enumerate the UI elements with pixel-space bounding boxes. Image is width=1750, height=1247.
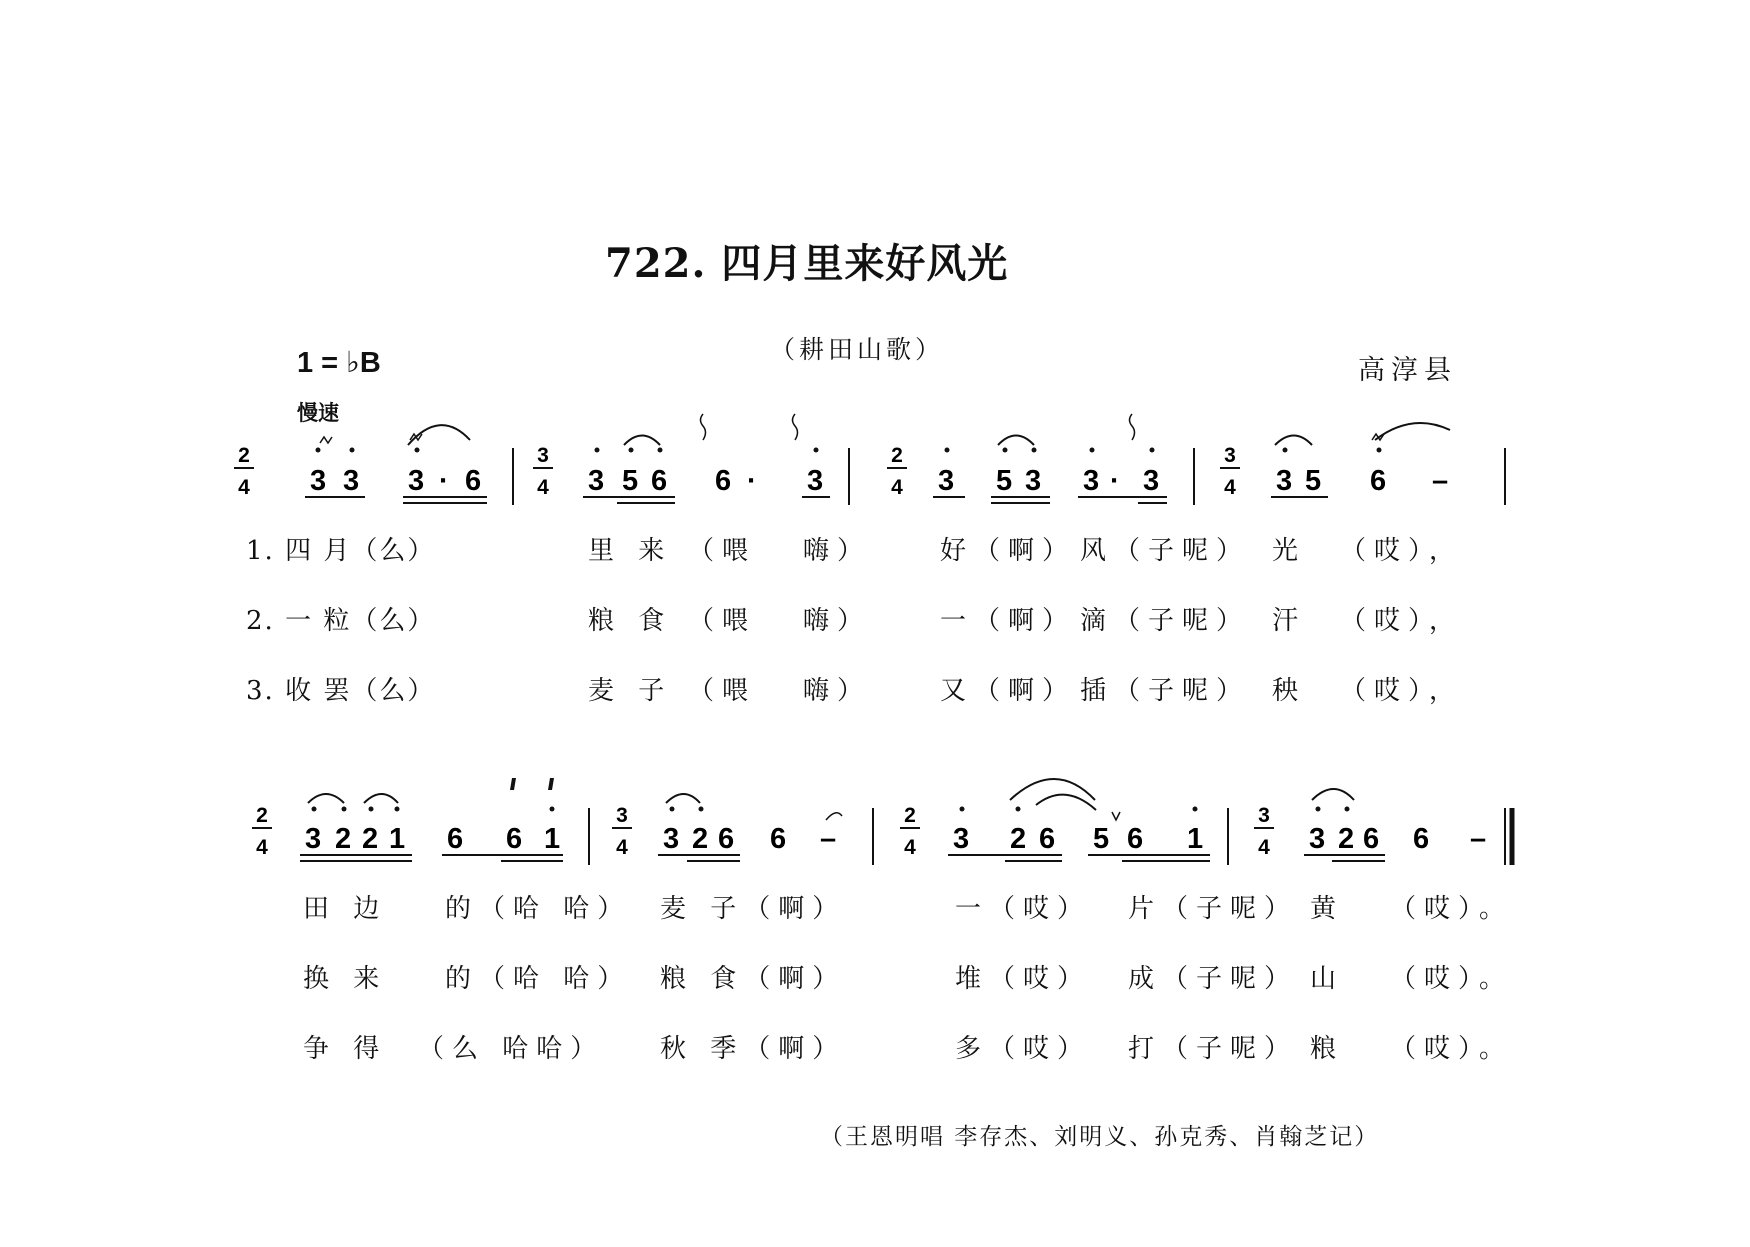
note: – <box>1470 823 1487 855</box>
note: 3 <box>953 823 970 855</box>
note: · <box>747 465 757 497</box>
note: · <box>1110 465 1120 497</box>
note: 6 <box>1413 823 1430 855</box>
note: 6 <box>465 465 482 497</box>
svg-text:2: 2 <box>238 444 250 467</box>
song-title: 722. 四月里来好风光 <box>605 240 1009 287</box>
svg-text:4: 4 <box>904 836 916 859</box>
song-subtitle: （耕田山歌） <box>770 335 945 364</box>
note: 3 <box>343 465 360 497</box>
time-signature <box>252 804 272 859</box>
note: 5 <box>1305 465 1322 497</box>
svg-text:3: 3 <box>1258 804 1270 827</box>
tempo-marking: 慢速 <box>297 400 339 425</box>
svg-text:4: 4 <box>616 836 628 859</box>
note: 2 <box>335 823 352 855</box>
measure <box>658 794 842 861</box>
lyric-verse-1-cont: 田 边 的（哈 哈） 麦 子（啊） 一（哎） 片（子呢） 黄 （哎）。 <box>303 894 1514 924</box>
measure <box>1304 789 1486 861</box>
svg-text:2: 2 <box>256 804 268 827</box>
note: – <box>1432 465 1449 497</box>
svg-text:4: 4 <box>537 476 549 499</box>
svg-text:2: 2 <box>904 804 916 827</box>
note: 5 <box>996 465 1013 497</box>
lyric-verse-3: 3. 收 罢（么） 麦 子 （喂 嗨） 又（啊） 插（子呢） 秧 （哎）， <box>246 676 1464 706</box>
time-signature <box>612 804 632 859</box>
key-signature: 1 = ♭B <box>297 347 381 379</box>
svg-text:4: 4 <box>1224 476 1236 499</box>
note: 6 <box>715 465 732 497</box>
svg-text:3: 3 <box>537 444 549 467</box>
note: 5 <box>622 465 639 497</box>
time-signature <box>1254 804 1274 859</box>
note: 5 <box>1093 823 1110 855</box>
note: · <box>439 465 449 497</box>
note: 6 <box>447 823 464 855</box>
note: 3 <box>408 465 425 497</box>
note: 6 <box>651 465 668 497</box>
note: 2 <box>692 823 709 855</box>
note: 6 <box>1363 823 1380 855</box>
note: 2 <box>1010 823 1027 855</box>
lyric-verse-3-cont: 争 得 （么 哈哈） 秋 季（啊） 多（哎） 打（子呢） 粮 （哎）。 <box>303 1034 1514 1064</box>
note: 3 <box>807 465 824 497</box>
measure <box>300 778 563 861</box>
note: 1 <box>389 823 406 855</box>
note: 2 <box>362 823 379 855</box>
note: 3 <box>1143 465 1160 497</box>
note: 6 <box>1127 823 1144 855</box>
note: 3 <box>1309 823 1326 855</box>
note: 1 <box>1187 823 1204 855</box>
svg-text:4: 4 <box>1258 836 1270 859</box>
lyric-verse-1: 1. 四 月（么） 里 来 （喂 嗨） 好（啊） 风（子呢） 光 （哎）， <box>246 536 1464 566</box>
note: 3 <box>305 823 322 855</box>
note: – <box>820 823 837 855</box>
credit-line: （王恩明唱 李存杰、刘明义、孙克秀、肖翰芝记） <box>820 1124 1380 1150</box>
lyric-verse-2: 2. 一 粒（么） 粮 食 （喂 嗨） 一（啊） 滴（子呢） 汗 （哎）， <box>246 606 1464 636</box>
svg-text:3: 3 <box>1224 444 1236 467</box>
svg-text:4: 4 <box>238 476 250 499</box>
county-label: 高淳县 <box>1358 355 1457 386</box>
time-signature <box>900 804 920 859</box>
note: 3 <box>1276 465 1293 497</box>
note: 6 <box>506 823 523 855</box>
lyric-verse-2-cont: 换 来 的（哈 哈） 粮 食（啊） 堆（哎） 成（子呢） 山 （哎）。 <box>303 964 1514 994</box>
note: 3 <box>663 823 680 855</box>
svg-text:2: 2 <box>891 444 903 467</box>
note: 3 <box>310 465 327 497</box>
note: 1 <box>544 823 561 855</box>
measure <box>948 779 1210 861</box>
note: 6 <box>718 823 735 855</box>
note: 3 <box>1025 465 1042 497</box>
svg-text:3: 3 <box>616 804 628 827</box>
note: 6 <box>770 823 787 855</box>
note: 2 <box>1338 823 1355 855</box>
note: 3 <box>938 465 955 497</box>
svg-text:4: 4 <box>891 476 903 499</box>
note: 3 <box>588 465 605 497</box>
note: 6 <box>1370 465 1387 497</box>
svg-text:4: 4 <box>256 836 268 859</box>
note: 6 <box>1039 823 1056 855</box>
note: 3 <box>1083 465 1100 497</box>
